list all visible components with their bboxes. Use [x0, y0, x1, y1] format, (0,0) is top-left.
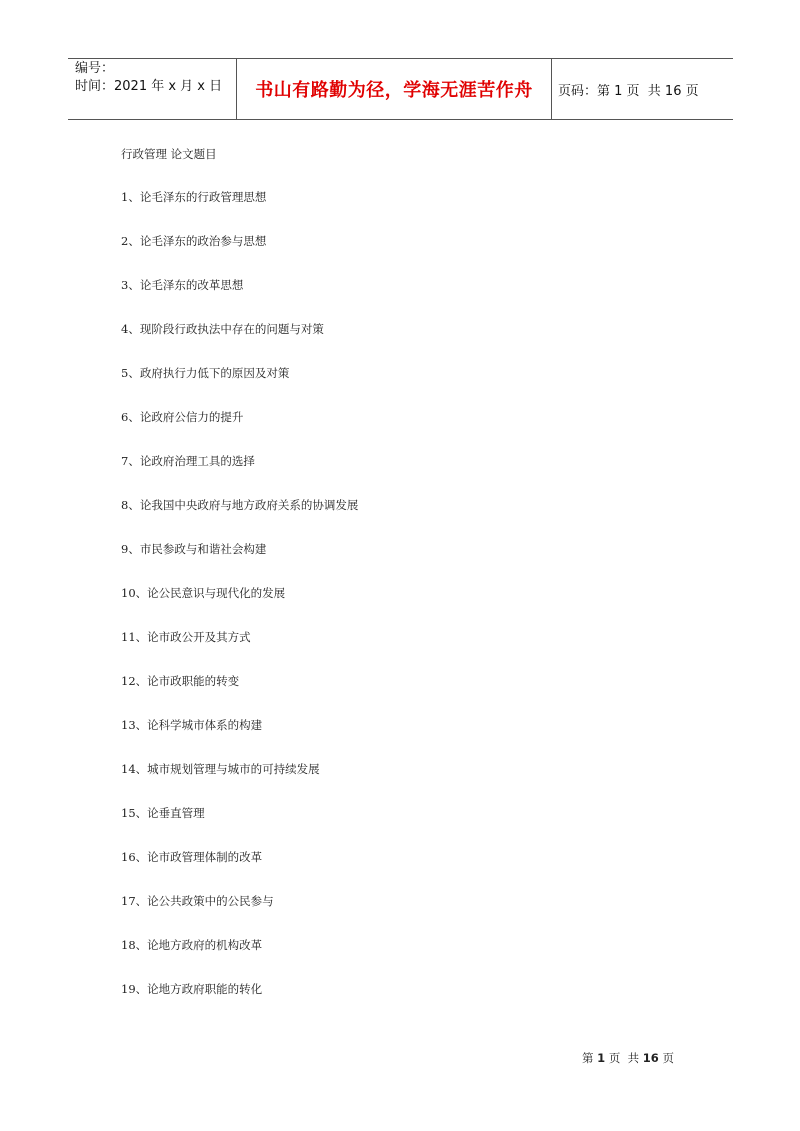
topic-item: 13、论科学城市体系的构建 [121, 718, 263, 732]
topic-item: 3、论毛泽东的改革思想 [121, 278, 244, 292]
topic-item: 1、论毛泽东的行政管理思想 [121, 190, 267, 204]
header-motto: 书山有路勤为径，学海无涯苦作舟 [236, 59, 552, 119]
footer-prefix: 第 [582, 1051, 598, 1065]
topic-item: 8、论我国中央政府与地方政府关系的协调发展 [121, 498, 359, 512]
topic-item: 10、论公民意识与现代化的发展 [121, 586, 286, 600]
document-title: 行政管理 论文题目 [121, 147, 217, 161]
time-label: 时间：2021 年 x 月 x 日 [75, 79, 223, 94]
topic-item: 19、论地方政府职能的转化 [121, 982, 263, 996]
topic-item: 17、论公共政策中的公民参与 [121, 894, 274, 908]
topic-item: 4、现阶段行政执法中存在的问题与对策 [121, 322, 324, 336]
topic-item: 16、论市政管理体制的改革 [121, 850, 263, 864]
header-meta [68, 59, 236, 119]
topic-item: 14、城市规划管理与城市的可持续发展 [121, 762, 320, 776]
topic-item: 9、市民参政与和谐社会构建 [121, 542, 267, 556]
footer-suffix: 页 [658, 1051, 674, 1065]
topic-item: 7、论政府治理工具的选择 [121, 454, 255, 468]
topic-item: 12、论市政职能的转变 [121, 674, 240, 688]
header-page-info [552, 59, 733, 119]
topic-item: 18、论地方政府的机构改革 [121, 938, 263, 952]
header-page-label: 页码：第 1 页 共 16 页 [558, 83, 699, 99]
topic-item: 2、论毛泽东的政治参与思想 [121, 234, 267, 248]
topic-item: 11、论市政公开及其方式 [121, 630, 251, 644]
footer-page-number: 1 [597, 1051, 606, 1065]
topic-item: 5、政府执行力低下的原因及对策 [121, 366, 290, 380]
footer-middle: 页 共 [605, 1051, 643, 1065]
serial-number-label: 编号： [75, 61, 115, 76]
topic-item: 6、论政府公信力的提升 [121, 410, 244, 424]
page-header [68, 58, 733, 120]
topic-item: 15、论垂直管理 [121, 806, 205, 820]
page-footer [582, 1050, 674, 1066]
topic-list [121, 190, 358, 1026]
footer-total-pages: 16 [642, 1051, 659, 1065]
